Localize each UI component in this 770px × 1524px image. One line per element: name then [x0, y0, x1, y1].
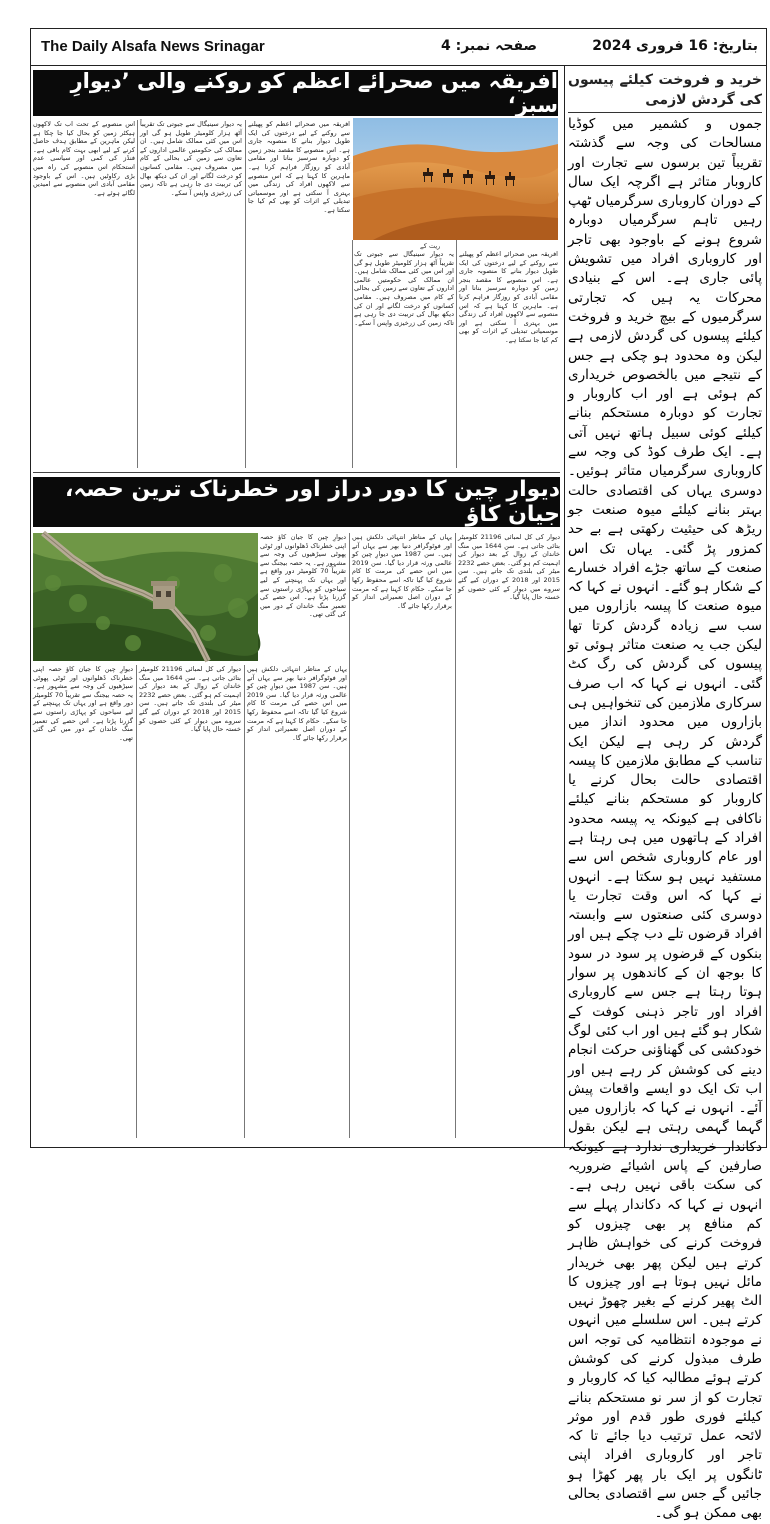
top-story-headline: افریقہ میں صحرائے اعظم کو روکنے والی ’دیوارِ سبز‘ — [33, 70, 558, 116]
second-story-col-a: یہاں کے مناظر انتہائی دلکش ہیں اور فوٹوگرافر دنیا بھر سے یہاں آتے ہیں۔ سن 1987 میں دیوارِ چین کو عالمی ورثہ قرار دیا گیا۔ سن 2019 میں اس حصے کی مرمت کا کام شروع کیا گیا تاکہ اسے محفوظ رکھا جا سکے۔ حکام کا کہنا ہے کہ مرمت کے دوران اصل تعمیراتی انداز کو برقرار رکھا جائے گا۔ — [352, 533, 452, 610]
page-number: صفحہ نمبر: 4 — [441, 38, 538, 54]
side-column — [568, 70, 762, 1522]
side-column-title: خرید و فروخت کیلئے پیسوں کی گردش لازمی — [568, 70, 762, 113]
top-story-col-3: افریقہ میں صحرائے اعظم کو پھیلنے سے روکنے کے لیے درختوں کی ایک طویل دیوار بنانے کا منصوبہ جاری ہے۔ اس منصوبے کا مقصد بنجر زمین کو دوبارہ سرسبز بنانا اور مقامی آبادی کو روزگار فراہم کرنا ہے۔ ماہرین کا کہنا ہے کہ اس منصوبے سے لاکھوں افراد کی زندگی میں بہتری آ سکتی ہے اور موسمیاتی تبدیلی کے اثرات کو بھی کم کیا جا سکتا ہے۔ — [248, 120, 350, 214]
side-column-body: جموں و کشمیر میں کوڈیا مسالحات کی وجہ سے گذشتہ تقریباً تین برسوں سے تجارت اور کاروبار متاثر ہے اگرچہ ایک سال کے دوران کاروباری سرگرمیاں ٹھپ رہیں تاہم سرگرمیاں دوبارہ شروع ہونے کے باوجود بھی تاجر اور کاروباری افراد میں تشویش پائی جاری ہے۔ اس کے بنیادی محرکات یہ ہیں کہ تجارتی سرگرمیوں کے بیچ خرید و فروخت کیلئے پیسوں کی گردش لازمی ہے لیکن وہ محدود ہو چکی ہے جس کے نتیجے میں بالخصوص خریداری کم ہوئی ہے اور اب کاروبار و تجارت کو دوبارہ مستحکم بنانے کیلئے کوئی سبیل ہاتھ نہیں آتی ہے۔ ایک طرف کوڈ کی وجہ سے کاروباری سرگرمیاں متاثر ہوئیں۔ دوسری یہاں کی اقتصادی حالت بہتر بنانے کیلئے میوہ صنعت جو ریڑھ کی حیثیت رکھتی ہے بے حد کمزور پڑ گئی۔ یہاں تک اس صنعت کے ساتھ جڑے افراد خسارے کے شکار ہو گئے۔ انہوں نے کہا کہ میوہ صنعت کا پیسہ بازاروں میں سب سے زیادہ گردش کرتا تھا لیکن جب یہ صنعت متاثر ہوئی تو پیسوں کی گردش کی رگ کٹ گئی۔ انہوں نے کہا کہ اب صرف سرکاری ملازمین کی تنخواہیں ہی بازاروں میں محدود انداز میں گردش کر رہی ہے لیکن ایک تناسب کے مطابق ملازمین کا پیسہ اقتصادی حالت بحال کرنے یا کاروبار کو مستحکم بنانے کیلئے ناکافی ہے کیونکہ یہ پیسہ محدود افراد کے ہاتھوں میں ہی رہتا ہے اور عام کاروباری شخص اس سے مستفید نہیں ہو سکتا ہے۔ انہوں نے کہا کہ اس وقت تجارت یا دوسری کئی صنعتوں سے وابستہ افراد قرضوں تلے دب چکے ہیں اور بنکوں کے قرضوں پر سود در سود کا بوجھ ان کے کاندھوں پر سوار ہوتا رہتا ہے جس سے کاروباری افراد اور تاجر ذہنی کوفت کے شکار ہو گئے ہیں اور اب کئی لوگ خودکشی کی گھناؤنی حرکت انجام دینے کی کوشش کر رہے ہیں اور اب تک ایک دو ایسے واقعات پیش آئے۔ انہوں نے کہا کہ بازاروں میں گہما گہمی رہتی ہے لیکن بقول دکاندار خریداری ندارد ہے کیونکہ صارفین کے پاس اشیائے ضروریہ کی سکت باقی نہیں رہی ہے۔ انہوں نے کہا کہ دکاندار پہلے سے کم منافع پر بھی چیزوں کو فروخت کرنے کی خواہش ظاہر کرتے ہیں لیکن پھر بھی خریدار مائل نہیں ہوتا ہے اور چیزوں کا الٹ پھیر کرنے کے بغیر چھوڑ نہیں کرتے ہیں۔ اس سلسلے میں انہوں نے موجودہ انتظامیہ کی توجہ اس طرف مبذول کرنے کی کوشش کرتے ہوئے مطالبہ کیا کہ کاروبار و تجارت کو از سر نو مستحکم بنانے کیلئے فوری طور قدم اور موثر لائحہ عمل ترتیب دیا جائے تا کہ تاجر اور کاروباری افراد اپنی ٹانگوں پر ایک بار پھر کھڑا ہو جائیں گے جس سے اقتصادی بحالی بھی ممکن ہو گی۔ — [568, 116, 762, 1522]
top-story-col-1: اس منصوبے کے تحت اب تک لاکھوں ہیکٹر زمین کو بحال کیا جا چکا ہے لیکن ماہرین کے مطابق ہدف حاصل کرنے کے لیے ابھی بہت کام باقی ہے۔ فنڈز کی کمی اور سیاسی عدم استحکام اس منصوبے کی راہ میں بڑی رکاوٹیں ہیں۔ اس کے باوجود مقامی آبادی اس منصوبے سے امیدیں لگائے ہوئے ہے۔ — [33, 120, 135, 197]
col-rule — [136, 665, 137, 1138]
col-rule — [352, 240, 353, 468]
column-divider — [564, 66, 565, 1148]
second-story-col-c: دیوارِ چین کا جیان کاؤ حصہ اپنی خطرناک ڈھلوانوں اور ٹوٹی پھوٹی سیڑھیوں کی وجہ سے مشہور ہے۔ یہ حصہ بیجنگ سے تقریباً 70 کلومیٹر دور واقع ہے اور یہاں تک پہنچنے کے لیے سیاحوں کو پہاڑی راستوں سے گزرنا پڑتا ہے۔ اس حصے کی تعمیر منگ خاندان کے دور میں کی گئی تھی۔ — [33, 665, 133, 742]
col-rule — [137, 120, 138, 468]
col-rule — [455, 533, 456, 1138]
col-rule — [245, 120, 246, 468]
top-story-col-2: یہ دیوار سینیگال سے جبوتی تک تقریباً آٹھ ہزار کلومیٹر طویل ہو گی اور اس میں کئی ممالک شامل ہیں۔ ان ممالک کی حکومتیں عالمی اداروں کے تعاون سے زمین کی بحالی کے کام میں مصروف ہیں۔ مقامی کسانوں کو درخت لگانے اور ان کی دیکھ بھال کی تربیت دی جا رہی ہے تاکہ زمین کی زرخیزی واپس آ سکے۔ — [140, 120, 242, 197]
second-story-col-e: یہاں کے مناظر انتہائی دلکش ہیں اور فوٹوگرافر دنیا بھر سے یہاں آتے ہیں۔ سن 1987 میں دیوارِ چین کو عالمی ورثہ قرار دیا گیا۔ سن 2019 میں اس حصے کی مرمت کا کام شروع کیا گیا تاکہ اسے محفوظ رکھا جا سکے۔ حکام کا کہنا ہے کہ مرمت کے دوران اصل تعمیراتی انداز کو برقرار رکھا جائے گا۔ — [247, 665, 347, 742]
issue-date: بتاریخ: 16 فروری 2024 — [592, 38, 758, 54]
top-story-col-4: یہ دیوار سینیگال سے جبوتی تک تقریباً آٹھ ہزار کلومیٹر طویل ہو گی اور اس میں کئی ممالک شامل ہیں۔ ان ممالک کی حکومتیں عالمی اداروں کے تعاون سے زمین کی بحالی کے کام میں مصروف ہیں۔ مقامی کسانوں کو درخت لگانے اور ان کی دیکھ بھال کی تربیت دی جا رہی ہے تاکہ زمین کی زرخیزی واپس آ سکے۔ — [354, 250, 454, 327]
second-story-headline: دیوارِ چین کا دور دراز اور خطرناک ترین حصہ، جیان کاؤ — [33, 477, 560, 527]
col-rule — [244, 665, 245, 1138]
great-wall-illustration — [33, 533, 258, 661]
section-rule — [33, 472, 560, 473]
second-story-col-b: دیوار کی کل لمبائی 21196 کلومیٹر بتائی جاتی ہے۔ سن 1644 میں منگ خاندان کے زوال کے بعد دیوار کی اہمیت کم ہو گئی۔ بعض حصے 2232 میٹر کی بلندی تک جاتے ہیں۔ سن 2015 اور 2018 کے دوران کیے گئے سروے میں دیوار کے کئی حصوں کو خستہ حال پایا گیا۔ — [458, 533, 561, 602]
col-rule — [456, 240, 457, 468]
paper-name: The Daily Alsafa News Srinagar — [41, 38, 265, 55]
desert-illustration — [353, 118, 558, 240]
desert-photo — [353, 118, 558, 240]
second-story-col-d: دیوار کی کل لمبائی 21196 کلومیٹر بتائی جاتی ہے۔ سن 1644 میں منگ خاندان کے زوال کے بعد دیوار کی اہمیت کم ہو گئی۔ بعض حصے 2232 میٹر کی بلندی تک جاتے ہیں۔ سن 2015 اور 2018 کے دوران کیے گئے سروے میں دیوار کے کئی حصوں کو خستہ حال پایا گیا۔ — [139, 665, 242, 734]
top-story-col-5: افریقہ میں صحرائے اعظم کو پھیلنے سے روکنے کے لیے درختوں کی ایک طویل دیوار بنانے کا منصوبہ جاری ہے۔ اس منصوبے کا مقصد بنجر زمین کو دوبارہ سرسبز بنانا اور مقامی آبادی کو روزگار فراہم کرنا ہے۔ ماہرین کا کہنا ہے کہ اس منصوبے سے لاکھوں افراد کی زندگی میں بہتری آ سکتی ہے اور موسمیاتی تبدیلی کے اثرات کو بھی کم کیا جا سکتا ہے۔ — [459, 250, 558, 344]
photo-caption: ریت کے — [420, 242, 441, 250]
great-wall-photo — [33, 533, 258, 661]
masthead — [30, 28, 767, 66]
col-rule — [349, 533, 350, 1138]
second-story-col-intro: دیوارِ چین کا جیان کاؤ حصہ اپنی خطرناک ڈھلوانوں اور ٹوٹی پھوٹی سیڑھیوں کی وجہ سے مشہور ہے۔ یہ حصہ بیجنگ سے تقریباً 70 کلومیٹر دور واقع ہے اور یہاں تک پہنچنے کے لیے سیاحوں کو پہاڑی راستوں سے گزرنا پڑتا ہے۔ اس حصے کی تعمیر منگ خاندان کے دور میں کی گئی تھی۔ — [260, 533, 346, 619]
